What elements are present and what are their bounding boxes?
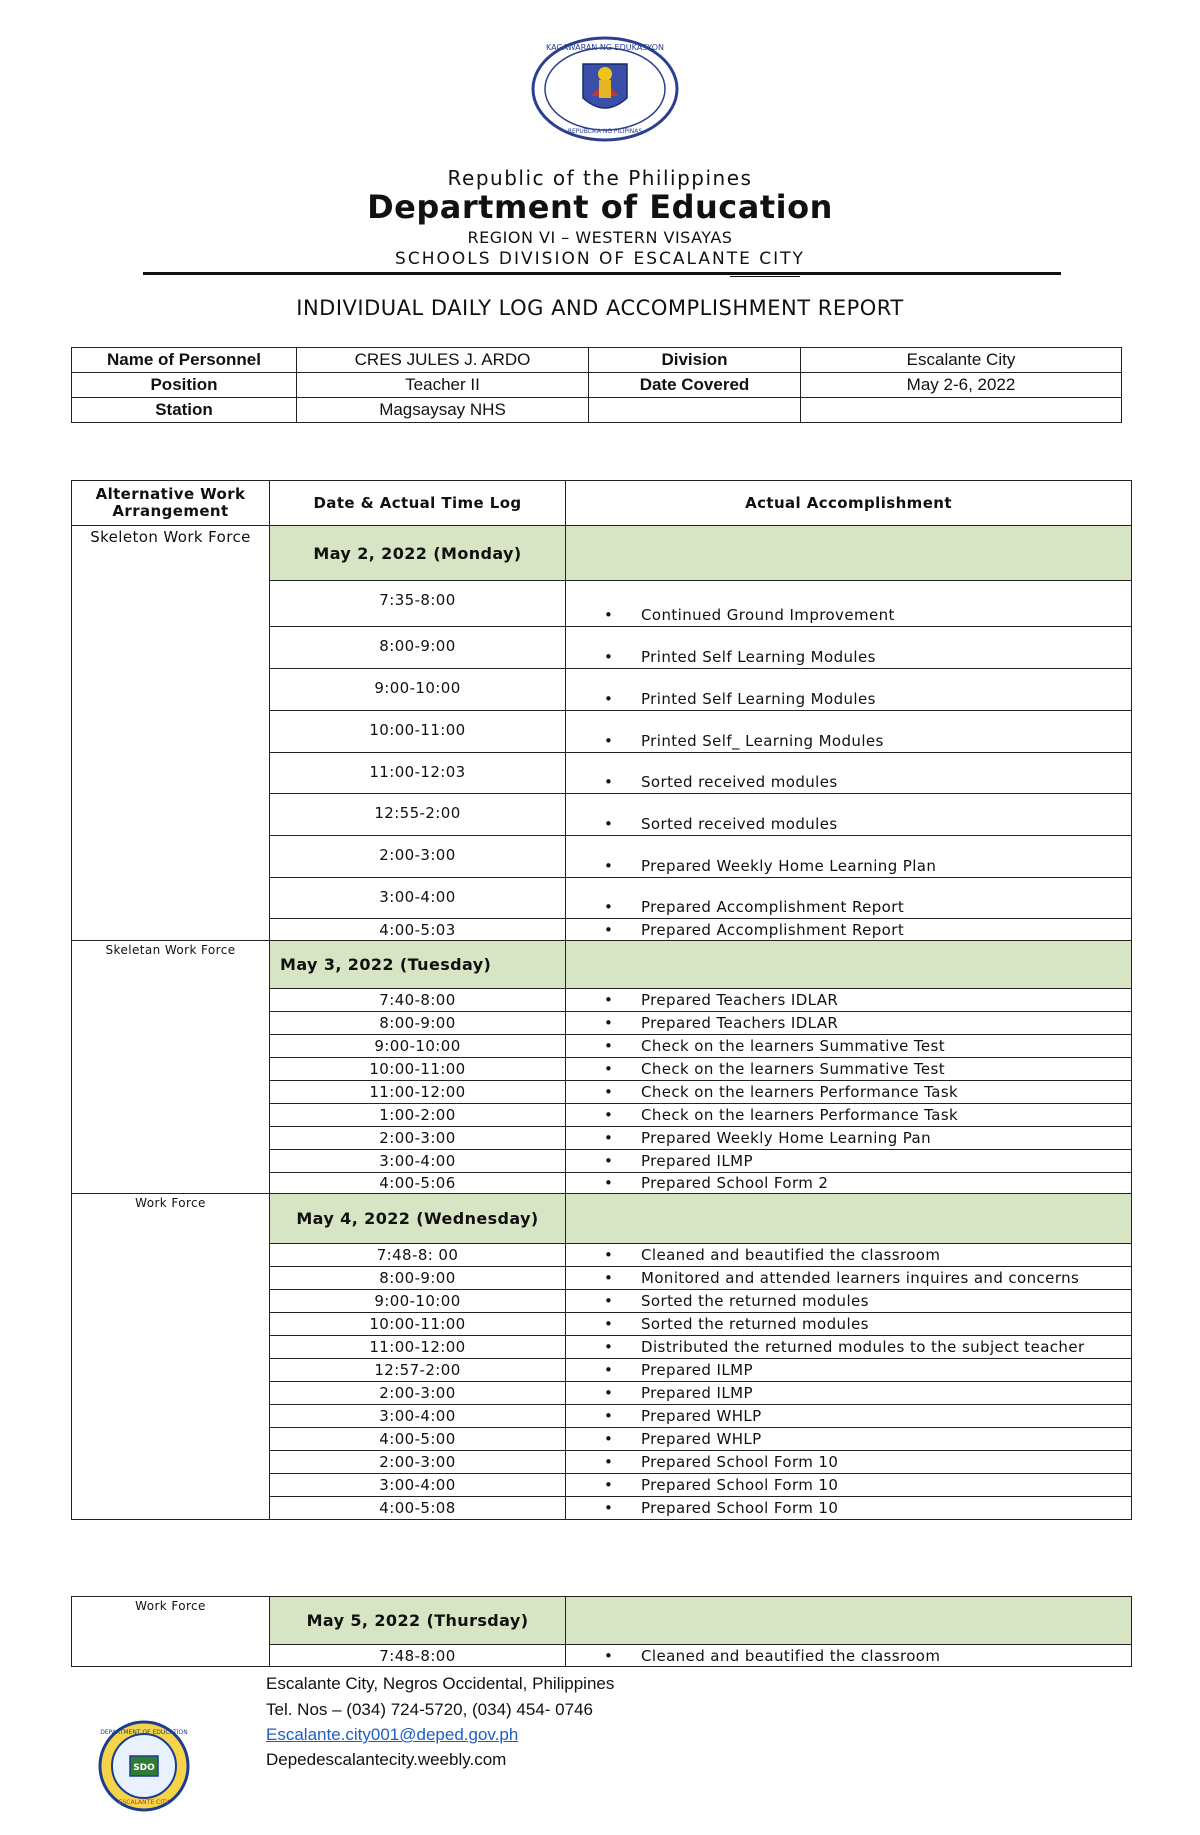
task-text: Prepared ILMP	[641, 1384, 753, 1402]
day-header-row	[72, 941, 1132, 989]
footer-telephone: Tel. Nos – (034) 724-5720, (034) 454- 0746	[266, 1700, 593, 1719]
time-log	[270, 1035, 566, 1058]
task-text: Prepared Accomplishment Report	[641, 898, 905, 916]
accomplishment-item	[566, 711, 1132, 753]
arrangement-header: Alternative Work Arrangement	[72, 481, 270, 526]
time-text: 3:00-4:00	[379, 888, 456, 906]
accomplishment-item	[566, 1104, 1132, 1127]
task-text: Prepared School Form 2	[641, 1174, 829, 1192]
time-log	[270, 794, 566, 836]
time-log	[270, 1474, 566, 1497]
time-log	[270, 1081, 566, 1104]
accomplishment-item	[566, 1645, 1132, 1667]
time-log	[270, 1104, 566, 1127]
time-text: 11:00-12:00	[369, 1083, 466, 1101]
time-text: 4:00-5:08	[379, 1499, 456, 1517]
accomplishment-item	[566, 1405, 1132, 1428]
accomplishment-header: Actual Accomplishment	[566, 481, 1132, 526]
accomplishment-item	[566, 989, 1132, 1012]
time-text: 3:00-4:00	[379, 1152, 456, 1170]
task-text: Sorted received modules	[641, 773, 838, 791]
time-log	[270, 1428, 566, 1451]
position-value: Teacher II	[297, 373, 589, 398]
footer-email-link[interactable]: Escalante.city001@deped.gov.ph	[266, 1725, 519, 1744]
task-text: Prepared School Form 10	[641, 1476, 839, 1494]
task-text: Printed Self Learning Modules	[641, 648, 876, 666]
task-text: Prepared WHLP	[641, 1407, 762, 1425]
time-log	[270, 878, 566, 919]
republic-heading: Republic of the Philippines	[447, 166, 753, 190]
report-title: INDIVIDUAL DAILY LOG AND ACCOMPLISHMENT REPORT	[296, 296, 904, 320]
task-text: Cleaned and beautified the classroom	[641, 1646, 941, 1665]
accomplishment-item	[566, 1127, 1132, 1150]
time-log	[270, 753, 566, 794]
time-log	[270, 1290, 566, 1313]
accomplishment-item	[566, 1035, 1132, 1058]
day-date-fill	[566, 941, 1132, 989]
date-time-header: Date & Actual Time Log	[270, 481, 566, 526]
day-date: May 5, 2022 (Thursday)	[270, 1597, 566, 1645]
log-header-row	[72, 481, 1132, 526]
time-log	[270, 1405, 566, 1428]
empty-cell	[801, 398, 1122, 423]
accomplishment-item	[566, 1382, 1132, 1405]
time-text: 2:00-3:00	[379, 1129, 456, 1147]
time-text: 9:00-10:00	[374, 679, 461, 697]
header-divider-accent	[730, 276, 800, 277]
accomplishment-item	[566, 1497, 1132, 1520]
time-text: 3:00-4:00	[379, 1476, 456, 1494]
time-log	[270, 989, 566, 1012]
accomplishment-item	[566, 581, 1132, 627]
task-text: Prepared Accomplishment Report	[641, 920, 905, 939]
time-log	[270, 1150, 566, 1173]
day-header-row	[72, 526, 1132, 581]
time-text: 2:00-3:00	[379, 846, 456, 864]
time-text: 12:55-2:00	[374, 804, 461, 822]
info-row	[72, 348, 1122, 373]
accomplishment-item	[566, 1150, 1132, 1173]
day-date: May 4, 2022 (Wednesday)	[270, 1194, 566, 1244]
arrangement-cell: Skeletan Work Force	[72, 941, 270, 1194]
time-log	[270, 1127, 566, 1150]
time-text: 8:00-9:00	[379, 637, 456, 655]
accomplishment-item	[566, 1173, 1132, 1194]
task-text: Prepared ILMP	[641, 1152, 753, 1170]
task-text: Sorted received modules	[641, 815, 838, 833]
accomplishment-item	[566, 1290, 1132, 1313]
task-text: Distributed the returned modules to the subject teacher	[641, 1338, 1085, 1356]
time-text: 4:00-5:03	[379, 920, 456, 939]
task-text: Prepared Weekly Home Learning Plan	[641, 857, 937, 875]
time-text: 8:00-9:00	[379, 1014, 456, 1032]
task-text: Cleaned and beautified the classroom	[641, 1246, 941, 1264]
time-text: 9:00-10:00	[374, 1037, 461, 1055]
svg-text:KAGAWARAN NG EDUKASYON: KAGAWARAN NG EDUKASYON	[545, 43, 665, 52]
header-divider	[143, 272, 1061, 275]
time-log	[270, 1244, 566, 1267]
accomplishment-item	[566, 1451, 1132, 1474]
footer-address: Escalante City, Negros Occidental, Philippines	[266, 1674, 615, 1693]
time-text: 10:00-11:00	[369, 1315, 466, 1333]
time-text: 7:40-8:00	[379, 991, 456, 1009]
time-log	[270, 669, 566, 711]
svg-text:SDO: SDO	[133, 1763, 155, 1773]
info-row	[72, 373, 1122, 398]
svg-text:REPUBLIKA NG PILIPINAS: REPUBLIKA NG PILIPINAS	[567, 128, 643, 135]
task-text: Sorted the returned modules	[641, 1315, 869, 1333]
accomplishment-item	[566, 1012, 1132, 1035]
accomplishment-item	[566, 836, 1132, 878]
task-text: Prepared Weekly Home Learning Pan	[641, 1129, 932, 1147]
accomplishment-item	[566, 669, 1132, 711]
task-text: Prepared ILMP	[641, 1361, 753, 1379]
time-log	[270, 1359, 566, 1382]
accomplishment-item	[566, 1474, 1132, 1497]
deped-seal-icon	[531, 36, 679, 142]
accomplishment-item	[566, 1267, 1132, 1290]
info-row	[72, 398, 1122, 423]
task-text: Check on the learners Performance Task	[641, 1106, 959, 1124]
accomplishment-item	[566, 919, 1132, 941]
arrangement-cell: Skeleton Work Force	[72, 526, 270, 941]
task-text: Monitored and attended learners inquires and concerns	[641, 1269, 1080, 1287]
time-text: 7:48-8: 00	[376, 1246, 459, 1264]
name-label: Name of Personnel	[72, 348, 297, 373]
station-label: Station	[72, 398, 297, 423]
division-label: Division	[589, 348, 801, 373]
time-text: 4:00-5:06	[379, 1174, 456, 1192]
time-text: 10:00-11:00	[369, 1060, 466, 1078]
accomplishment-item	[566, 878, 1132, 919]
time-log	[270, 1313, 566, 1336]
personnel-info-table	[71, 347, 1122, 423]
arrangement-cell: Work Force	[72, 1597, 270, 1667]
task-text: Printed Self Learning Modules	[641, 690, 876, 708]
station-value: Magsaysay NHS	[297, 398, 589, 423]
task-text: Prepared School Form 10	[641, 1453, 839, 1471]
time-text: 1:00-2:00	[379, 1106, 456, 1124]
time-text: 2:00-3:00	[379, 1384, 456, 1402]
task-text: Printed Self_ Learning Modules	[641, 732, 884, 750]
accomplishment-item	[566, 1359, 1132, 1382]
accomplishment-item	[566, 1244, 1132, 1267]
day-header-row	[72, 1194, 1132, 1244]
accomplishment-item	[566, 794, 1132, 836]
task-text: Prepared Teachers IDLAR	[641, 1014, 839, 1032]
empty-cell	[589, 398, 801, 423]
time-text: 2:00-3:00	[379, 1453, 456, 1471]
date-covered-label: Date Covered	[589, 373, 801, 398]
time-text: 9:00-10:00	[374, 1292, 461, 1310]
time-log	[270, 1382, 566, 1405]
division-seal-icon	[98, 1720, 190, 1812]
time-log	[270, 1497, 566, 1520]
name-value: CRES JULES J. ARDO	[297, 348, 589, 373]
time-log	[270, 919, 566, 941]
accomplishment-item	[566, 1058, 1132, 1081]
time-text: 10:00-11:00	[369, 721, 466, 739]
time-text: 11:00-12:03	[369, 763, 466, 781]
accomplishment-item	[566, 1081, 1132, 1104]
time-log	[270, 1336, 566, 1359]
task-text: Check on the learners Performance Task	[641, 1083, 959, 1101]
time-log	[270, 1058, 566, 1081]
task-text: Continued Ground Improvement	[641, 606, 895, 624]
time-text: 8:00-9:00	[379, 1269, 456, 1287]
accomplishment-item	[566, 1428, 1132, 1451]
day-header-row	[72, 1597, 1132, 1645]
time-text: 4:00-5:00	[379, 1430, 456, 1448]
task-text: Prepared Teachers IDLAR	[641, 991, 839, 1009]
time-log	[270, 1451, 566, 1474]
day-date-fill	[566, 526, 1132, 581]
position-label: Position	[72, 373, 297, 398]
department-heading: Department of Education	[367, 188, 833, 226]
time-log	[270, 581, 566, 627]
svg-text:DEPARTMENT OF EDUCATION: DEPARTMENT OF EDUCATION	[100, 1729, 188, 1736]
time-text: 12:57-2:00	[374, 1361, 461, 1379]
time-text: 7:48-8:00	[379, 1646, 456, 1665]
division-heading: SCHOOLS DIVISION OF ESCALANTE CITY	[395, 249, 805, 269]
footer-website: Depedescalantecity.weebly.com	[266, 1750, 507, 1769]
time-log	[270, 1173, 566, 1194]
svg-text:ESCALANTE CITY: ESCALANTE CITY	[118, 1799, 170, 1806]
day-date-fill	[566, 1597, 1132, 1645]
time-log	[270, 1012, 566, 1035]
daily-log-table-continued	[71, 1596, 1132, 1667]
daily-log-table	[71, 480, 1132, 1520]
accomplishment-item	[566, 1336, 1132, 1359]
division-value: Escalante City	[801, 348, 1122, 373]
region-heading: REGION VI – WESTERN VISAYAS	[467, 228, 733, 247]
task-text: Check on the learners Summative Test	[641, 1060, 946, 1078]
time-log	[270, 1267, 566, 1290]
task-text: Prepared School Form 10	[641, 1499, 839, 1517]
accomplishment-item	[566, 627, 1132, 669]
task-text: Check on the learners Summative Test	[641, 1037, 946, 1055]
accomplishment-item	[566, 753, 1132, 794]
time-log	[270, 1645, 566, 1667]
time-text: 3:00-4:00	[379, 1407, 456, 1425]
time-log	[270, 627, 566, 669]
time-log	[270, 836, 566, 878]
task-text: Prepared WHLP	[641, 1430, 762, 1448]
date-covered-value: May 2-6, 2022	[801, 373, 1122, 398]
arrangement-cell: Work Force	[72, 1194, 270, 1520]
task-text: Sorted the returned modules	[641, 1292, 869, 1310]
day-date: May 3, 2022 (Tuesday)	[270, 941, 566, 989]
accomplishment-item	[566, 1313, 1132, 1336]
time-text: 7:35-8:00	[379, 591, 456, 609]
time-log	[270, 711, 566, 753]
time-text: 11:00-12:00	[369, 1338, 466, 1356]
day-date-fill	[566, 1194, 1132, 1244]
day-date: May 2, 2022 (Monday)	[270, 526, 566, 581]
